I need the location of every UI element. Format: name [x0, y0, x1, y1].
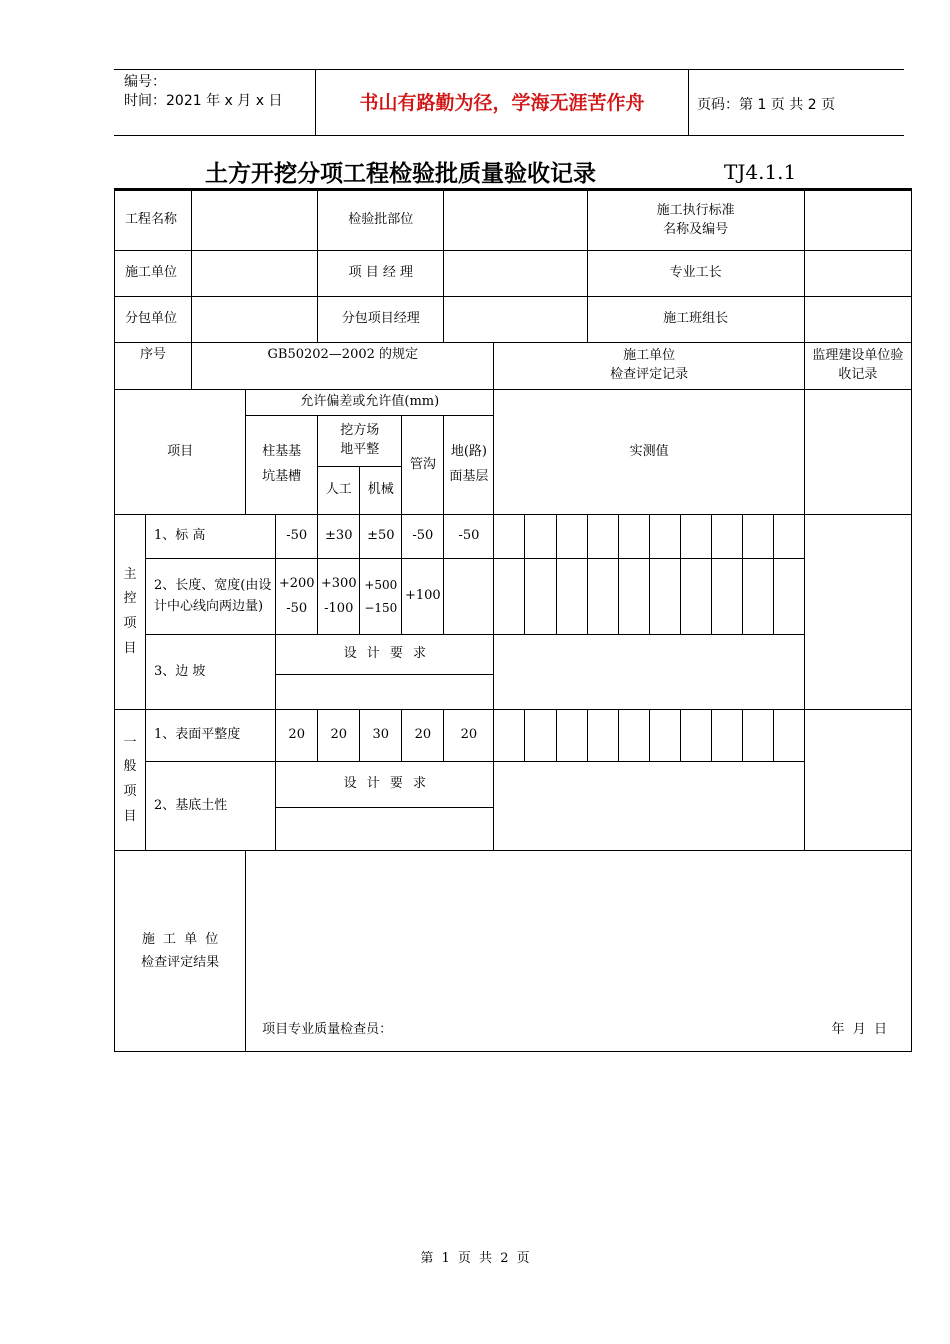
value-cell — [444, 559, 494, 635]
specialty-foreman-value[interactable] — [804, 251, 911, 297]
result-label-line2: 检查评定结果 — [141, 955, 220, 970]
item-header: 项目 — [115, 390, 246, 515]
item-length-width-line2: 计中心线向两边量) — [154, 598, 264, 614]
project-manager-label: 项 目 经 理 — [318, 251, 444, 297]
motto: 书山有路勤为径，学海无涯苦作舟 — [359, 92, 645, 114]
inspector-label: 项目专业质量检查员： — [262, 1022, 393, 1038]
road-header — [444, 416, 494, 515]
slope-measure-area[interactable] — [494, 635, 804, 710]
document-title: 土方开挖分项工程检验批质量验收记录 — [205, 161, 596, 187]
measure-cell[interactable] — [556, 710, 587, 762]
supervision-line1: 监理建设单位验 — [812, 348, 904, 364]
measure-cell[interactable] — [649, 559, 680, 635]
standard-label — [587, 190, 804, 251]
construction-unit-label: 施工单位 — [115, 251, 192, 297]
page-footer: 第 1 页 共 2 页 — [420, 1251, 530, 1266]
measure-cell[interactable] — [773, 559, 804, 635]
value-cell: 30 — [360, 710, 402, 762]
measure-cell[interactable] — [711, 515, 742, 559]
measure-cell[interactable] — [494, 559, 525, 635]
standard-label-line2: 名称及编号 — [663, 221, 729, 237]
unit-record-header — [494, 343, 804, 390]
item-elevation: 1、标 高 — [146, 515, 276, 559]
col-pit-line2: 坑基槽 — [262, 469, 302, 484]
unit-record-line1: 施工单位 — [623, 348, 676, 364]
main-control-label — [115, 515, 146, 710]
measure-cell[interactable] — [587, 515, 618, 559]
item-length-width-line1: 2、长度、宽度(由设 — [154, 578, 272, 594]
measure-cell[interactable] — [742, 710, 773, 762]
measure-cell[interactable] — [525, 515, 556, 559]
measure-cell[interactable] — [649, 515, 680, 559]
general-label — [115, 710, 146, 851]
measure-cell[interactable] — [556, 559, 587, 635]
page-label: 页码：第 1 页 共 2 页 — [697, 97, 836, 113]
general-char: 般 — [123, 759, 137, 775]
measure-cell[interactable] — [649, 710, 680, 762]
design-requirement-value[interactable] — [276, 808, 494, 851]
measure-cell[interactable] — [587, 559, 618, 635]
road-line2: 面基层 — [449, 469, 489, 484]
excavation-line2: 地平整 — [340, 442, 380, 457]
item-soil: 2、基底土性 — [146, 762, 276, 851]
seq-header: 序号 — [115, 343, 192, 390]
project-manager-value[interactable] — [444, 251, 587, 297]
standard-label-line1: 施工执行标准 — [656, 202, 735, 218]
measure-cell[interactable] — [742, 515, 773, 559]
supervision-header — [804, 343, 911, 390]
inspection-part-value[interactable] — [444, 190, 587, 251]
project-name-value[interactable] — [192, 190, 318, 251]
main-control-char: 目 — [123, 640, 137, 656]
team-leader-label: 施工班组长 — [587, 297, 804, 343]
general-char: 项 — [123, 784, 137, 799]
col-pit-line1: 柱基基 — [262, 444, 302, 460]
col-pit-header — [246, 416, 318, 515]
value-cell: 20 — [444, 710, 494, 762]
trench-header: 管沟 — [402, 416, 444, 515]
header-divider — [688, 69, 689, 136]
standard-value[interactable] — [804, 190, 911, 251]
header-bottom-line — [114, 135, 904, 136]
value-cell: ±50 — [360, 515, 402, 559]
measure-cell[interactable] — [618, 559, 649, 635]
measure-cell[interactable] — [494, 710, 525, 762]
measured-header: 实测值 — [494, 390, 804, 515]
result-label-line1: 施 工 单 位 — [141, 931, 219, 947]
manual-header: 人工 — [318, 467, 360, 515]
value-cell: +100 — [402, 559, 444, 635]
construction-unit-value[interactable] — [192, 251, 318, 297]
item-length-width — [146, 559, 276, 635]
measure-cell[interactable] — [711, 559, 742, 635]
general-char: 一 — [123, 734, 137, 750]
project-name-label: 工程名称 — [115, 190, 192, 251]
measure-cell[interactable] — [525, 710, 556, 762]
value-cell: -50 — [444, 515, 494, 559]
specialty-foreman-label: 专业工长 — [587, 251, 804, 297]
date-label: 年 月 日 — [831, 1022, 887, 1038]
measure-cell[interactable] — [711, 710, 742, 762]
unit-record-line2: 检查评定记录 — [610, 367, 689, 382]
subcontract-unit-value[interactable] — [192, 297, 318, 343]
measure-cell[interactable] — [587, 710, 618, 762]
signature-row — [246, 1021, 911, 1040]
supervision-general[interactable] — [804, 710, 911, 851]
subcontract-manager-value[interactable] — [444, 297, 587, 343]
value-line: +500 — [364, 577, 398, 592]
measure-cell[interactable] — [556, 515, 587, 559]
inspection-table — [114, 188, 912, 1052]
machine-header: 机械 — [360, 467, 402, 515]
measure-cell[interactable] — [680, 515, 711, 559]
measure-cell[interactable] — [618, 515, 649, 559]
measure-cell[interactable] — [525, 559, 556, 635]
value-line: +300 — [320, 575, 357, 591]
time-label: 时间：2021 年 x 月 x 日 — [124, 93, 283, 109]
value-line: -100 — [324, 600, 354, 616]
value-cell: ±30 — [318, 515, 360, 559]
value-line: −150 — [364, 600, 398, 615]
design-requirement-label: 设 计 要 求 — [276, 635, 494, 675]
main-control-char: 控 — [123, 591, 137, 607]
general-char: 目 — [123, 808, 137, 824]
design-requirement-label: 设 计 要 求 — [276, 762, 494, 808]
number-label: 编号： — [124, 74, 166, 90]
value-line: +200 — [278, 575, 315, 591]
team-leader-value[interactable] — [804, 297, 911, 343]
measure-cell[interactable] — [773, 515, 804, 559]
value-cell: 20 — [402, 710, 444, 762]
subcontract-unit-label: 分包单位 — [115, 297, 192, 343]
soil-measure-area[interactable] — [494, 762, 804, 851]
value-cell: -50 — [402, 515, 444, 559]
tolerance-header: 允许偏差或允许值(mm) — [246, 390, 494, 416]
result-content[interactable] — [246, 851, 912, 1052]
value-line: -50 — [286, 600, 308, 616]
item-flatness: 1、表面平整度 — [146, 710, 276, 762]
measure-cell[interactable] — [618, 710, 649, 762]
header-top-line — [114, 69, 904, 70]
excavation-header — [318, 416, 402, 467]
measure-cell[interactable] — [494, 515, 525, 559]
supervision-line2: 收记录 — [838, 367, 878, 382]
main-control-char: 主 — [123, 566, 137, 582]
document-code: TJ4.1.1 — [724, 160, 797, 184]
result-label — [115, 851, 246, 1052]
excavation-line1: 挖方场 — [340, 423, 380, 439]
measure-cell[interactable] — [680, 710, 711, 762]
main-control-char: 项 — [123, 616, 137, 631]
value-cell: 20 — [318, 710, 360, 762]
supervision-main-control[interactable] — [804, 515, 911, 710]
measure-cell[interactable] — [680, 559, 711, 635]
spec-header: GB50202—2002 的规定 — [192, 343, 494, 390]
supervision-blank — [804, 390, 911, 515]
item-slope: 3、边 坡 — [146, 635, 276, 710]
value-cell — [318, 559, 360, 635]
value-cell — [360, 559, 402, 635]
road-line1: 地(路) — [450, 444, 487, 460]
subcontract-manager-label: 分包项目经理 — [318, 297, 444, 343]
inspection-part-label: 检验批部位 — [318, 190, 444, 251]
measure-cell[interactable] — [742, 559, 773, 635]
measure-cell[interactable] — [773, 710, 804, 762]
design-requirement-value[interactable] — [276, 675, 494, 710]
value-cell: 20 — [276, 710, 318, 762]
value-cell: -50 — [276, 515, 318, 559]
value-cell — [276, 559, 318, 635]
